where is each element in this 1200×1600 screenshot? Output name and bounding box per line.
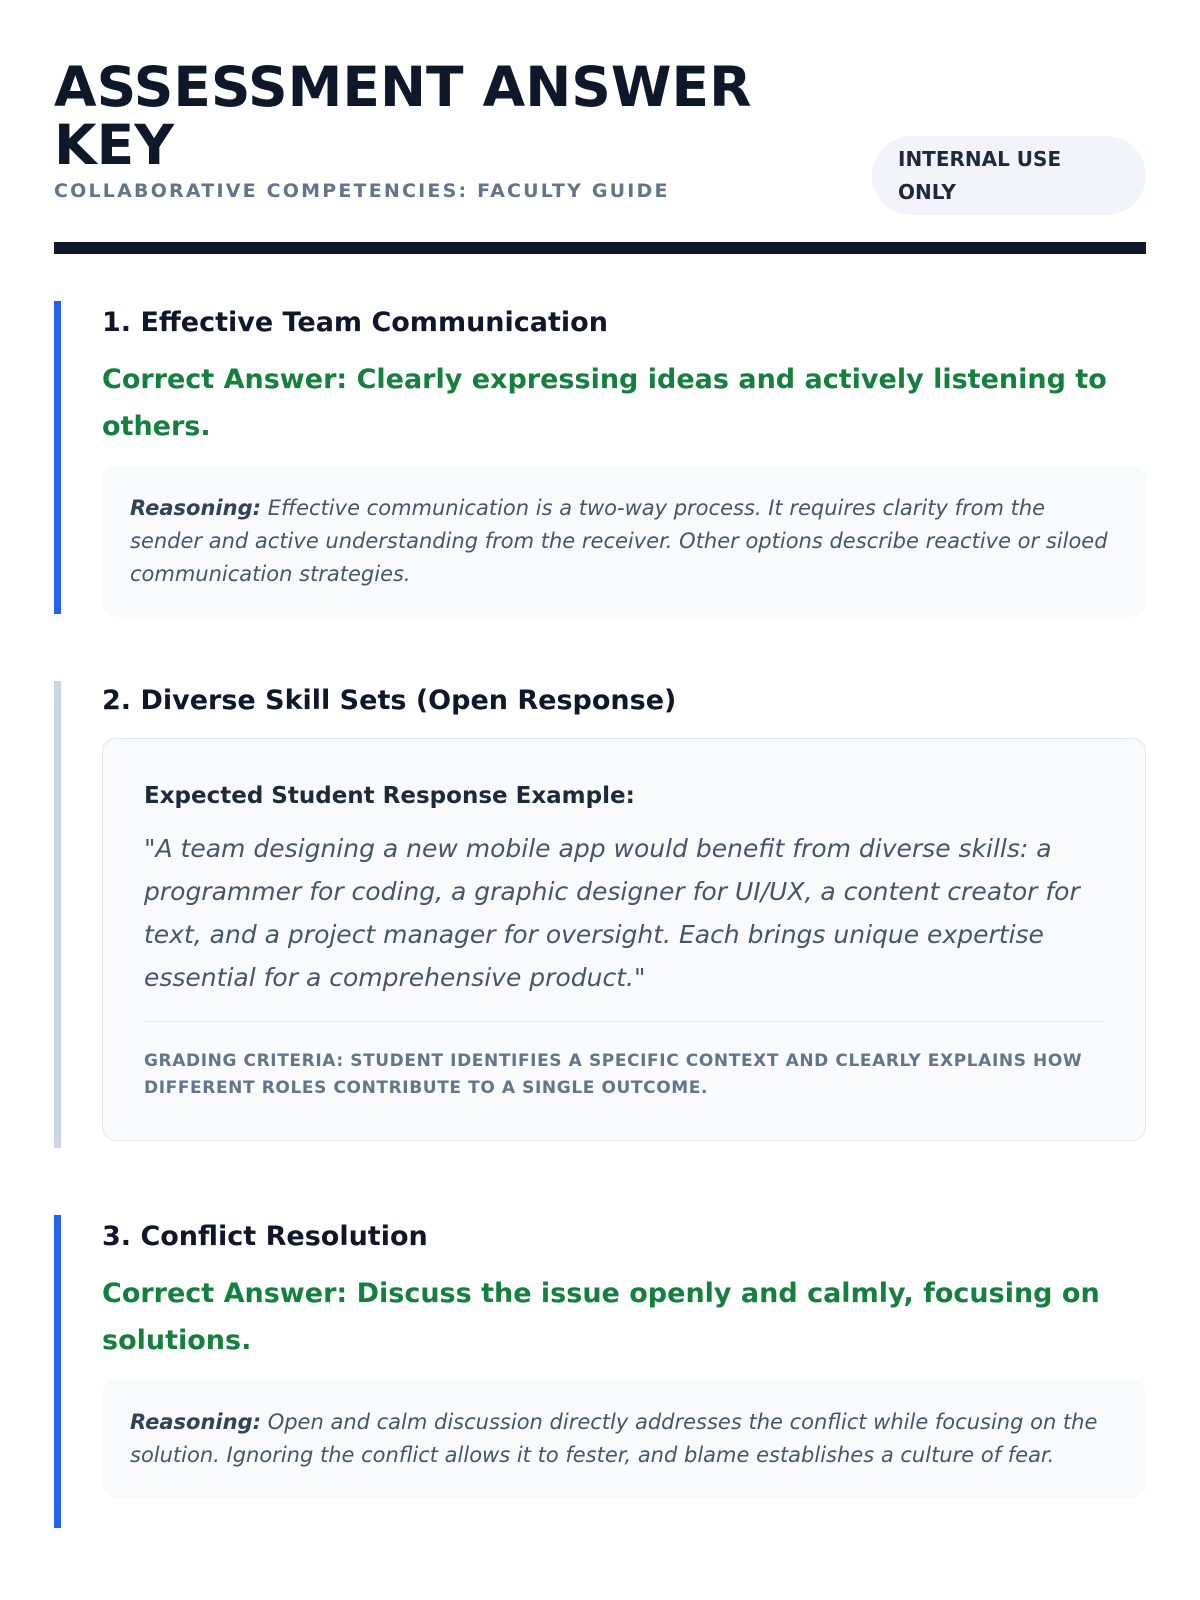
reasoning-text: Effective communication is a two-way process. It requires clarity from the sender and active understanding from the receiver. Other options describe reactive or siloed communication strategies. — [130, 496, 1108, 586]
reasoning-label: Reasoning: — [130, 496, 261, 520]
grading-criteria: GRADING CRITERIA: STUDENT IDENTIFIES A SPECIFIC CONTEXT AND CLEARLY EXPLAINS HOW DIFFERENT ROLES CONTRIBUTE TO A SINGLE OUTCOME. — [144, 1051, 1083, 1098]
question-section-1 — [54, 301, 1146, 614]
section-accent-bar — [54, 681, 61, 1148]
reasoning-label: Reasoning: — [130, 1410, 261, 1434]
expected-response-box — [102, 738, 1146, 1141]
page-header — [54, 0, 1146, 204]
section-accent-bar — [54, 1215, 61, 1528]
reasoning-box — [102, 1380, 1146, 1498]
expected-response-text: "A team designing a new mobile app would benefit from diverse skills: a programmer for coding, a graphic designer for UI/UX, a content creator for text, and a project manager for oversight. Each brings unique expertise essential for a comprehensive product." — [144, 834, 1080, 992]
section-accent-bar — [54, 301, 61, 614]
expected-response-label: Expected Student Response Example: — [144, 783, 635, 809]
correct-answer: Correct Answer: Discuss the issue openly and calmly, focusing on solutions. — [102, 1278, 1100, 1356]
page-title: ASSESSMENT ANSWER KEY — [54, 55, 752, 177]
question-section-3 — [54, 1215, 1146, 1528]
question-title: 2. Diverse Skill Sets (Open Response) — [102, 685, 677, 716]
header-divider — [54, 242, 1146, 254]
reasoning-box — [102, 466, 1146, 617]
internal-use-badge: INTERNAL USE ONLY — [872, 136, 1146, 215]
question-section-2 — [54, 681, 1146, 1148]
page-subtitle: COLLABORATIVE COMPETENCIES: FACULTY GUIDE — [54, 180, 670, 202]
criteria-divider — [144, 1021, 1105, 1022]
question-title: 1. Effective Team Communication — [102, 307, 608, 338]
correct-answer: Correct Answer: Clearly expressing ideas and actively listening to others. — [102, 364, 1107, 442]
reasoning-text: Open and calm discussion directly addresses the conflict while focusing on the solution. Ignoring the conflict allows it to fester, and blame establishes a culture of fear. — [130, 1410, 1098, 1467]
question-title: 3. Conflict Resolution — [102, 1221, 428, 1252]
